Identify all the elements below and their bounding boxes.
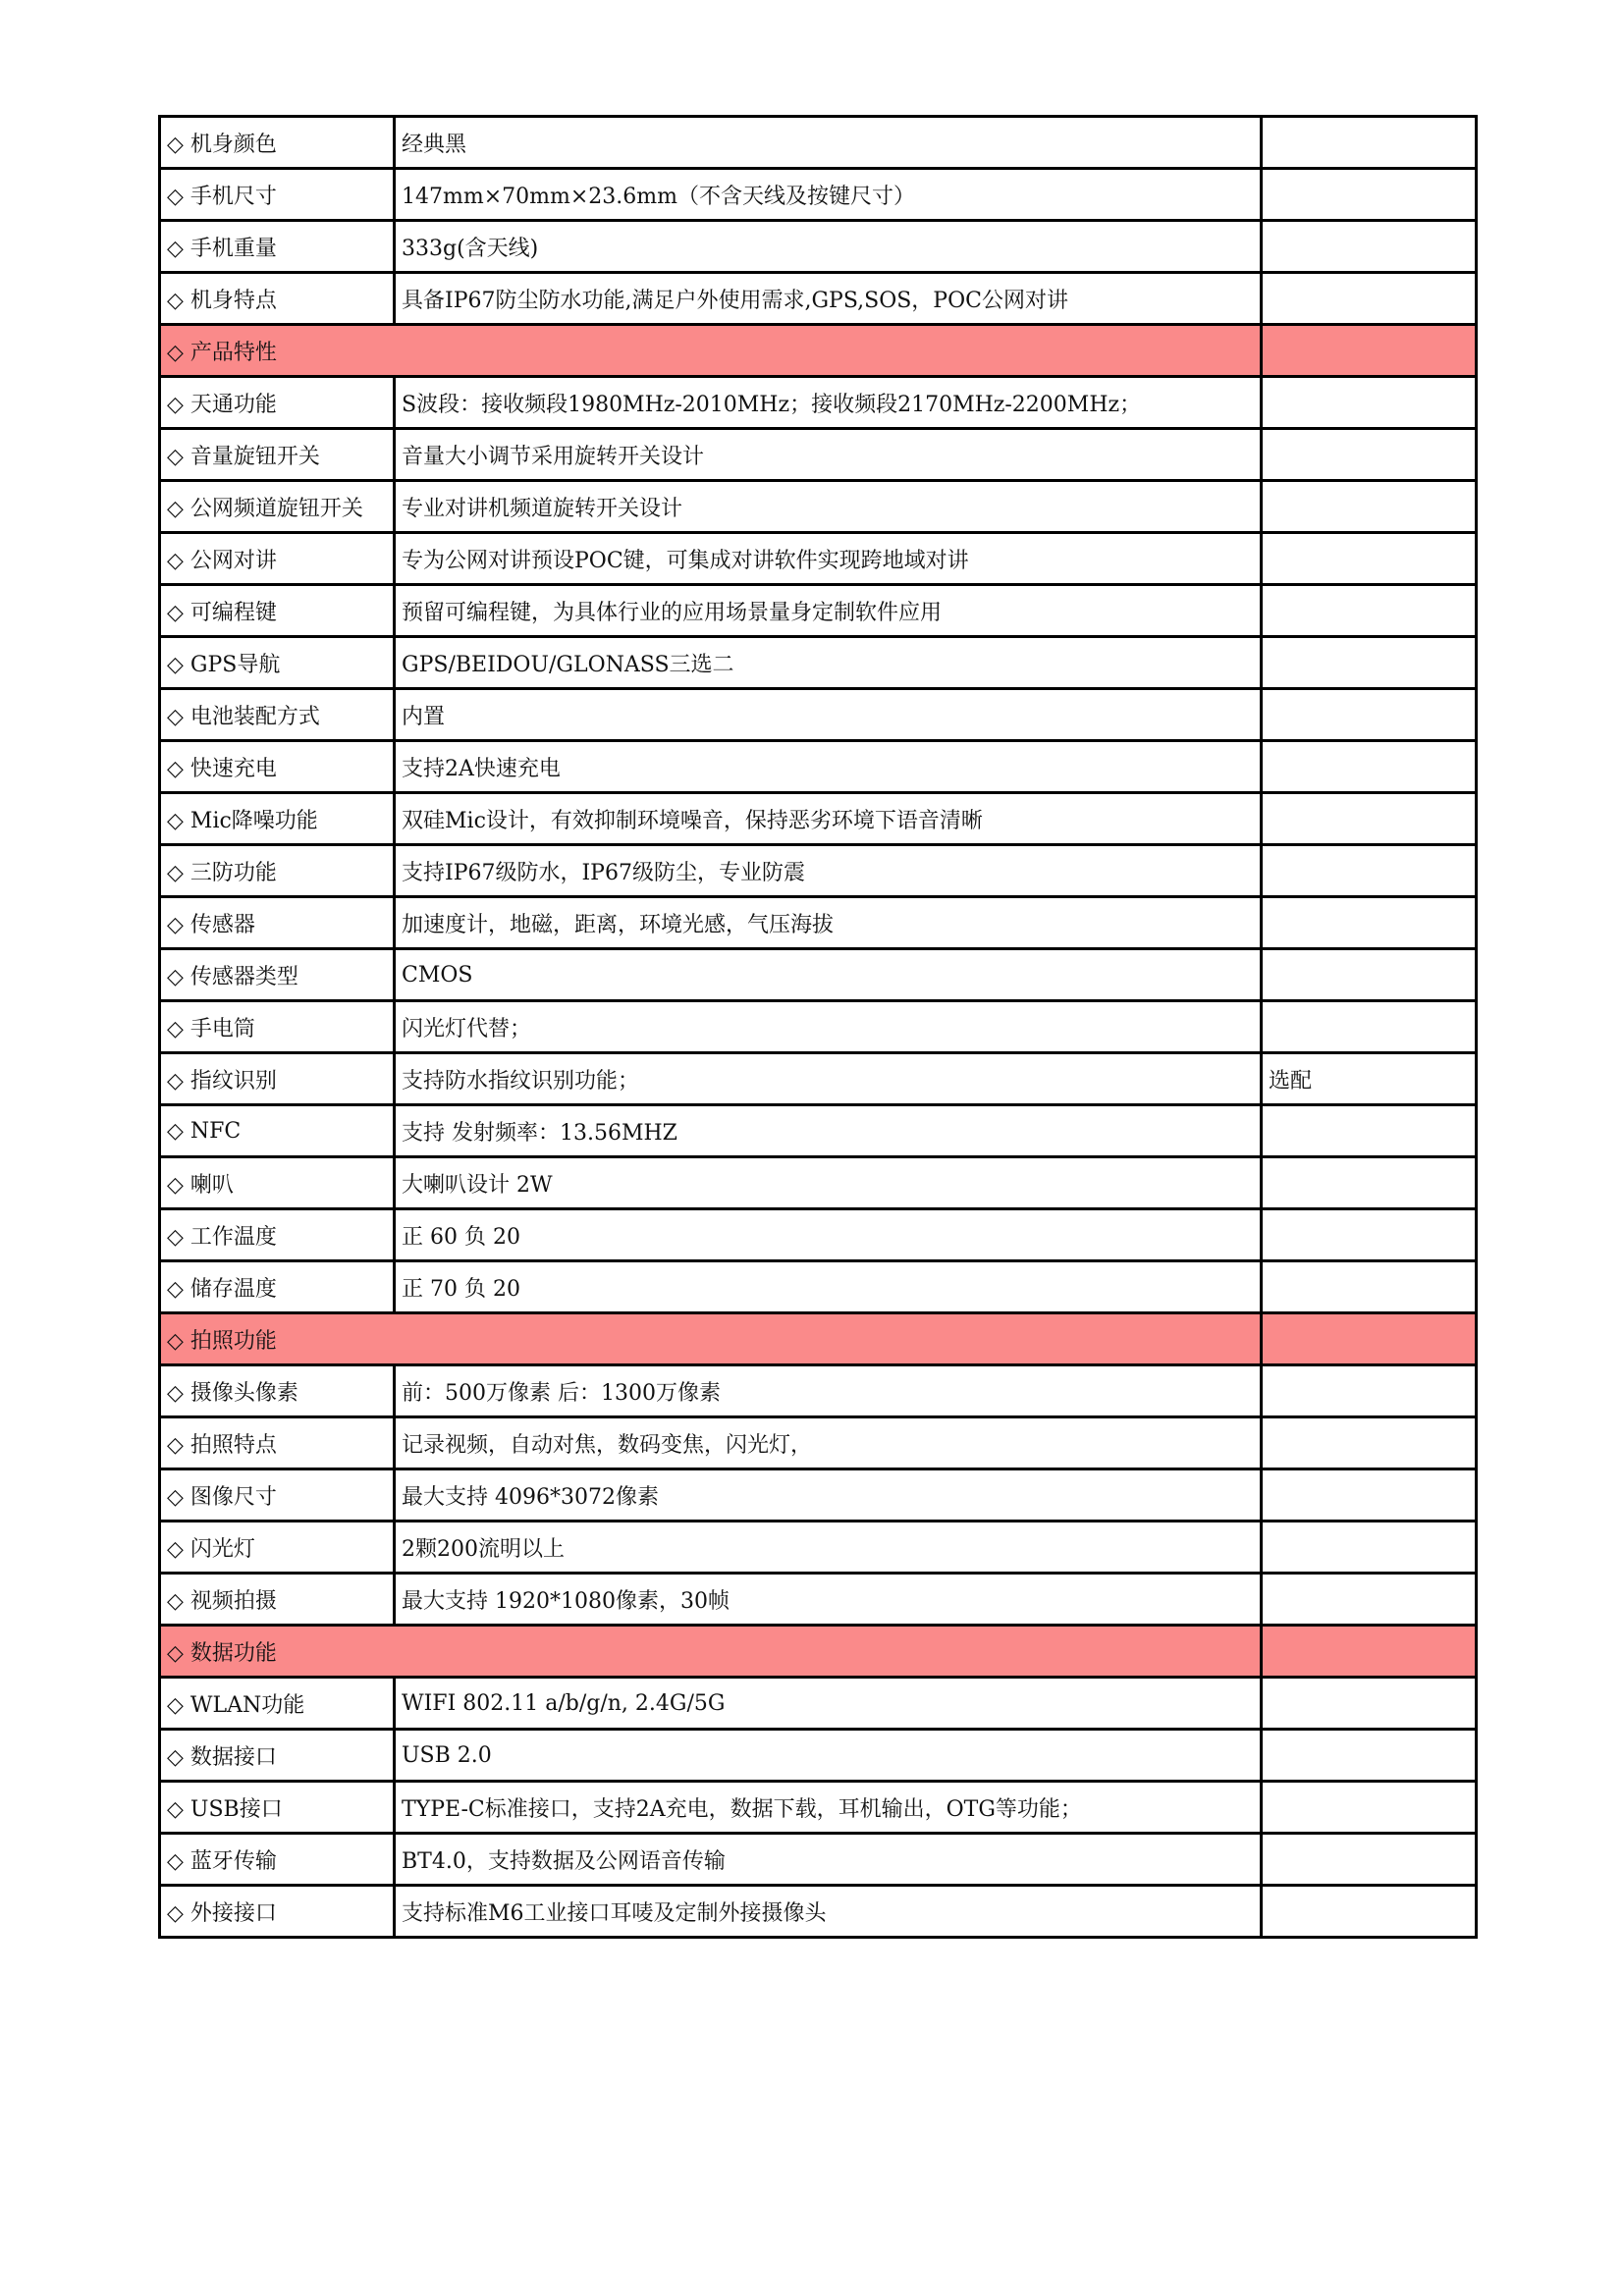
spec-name-cell: ◇ 闪光灯	[160, 1522, 395, 1574]
spec-row	[160, 897, 1477, 949]
spec-value-cell: 最大支持 1920*1080像素，30帧	[395, 1574, 1262, 1626]
spec-name-cell: ◇ 视频拍摄	[160, 1574, 395, 1626]
spec-row	[160, 1886, 1477, 1938]
spec-row	[160, 1365, 1477, 1417]
spec-row	[160, 533, 1477, 585]
note-cell	[1262, 1886, 1477, 1938]
note-cell	[1262, 169, 1477, 221]
spec-name-cell: ◇ 摄像头像素	[160, 1365, 395, 1417]
note-cell	[1262, 1313, 1477, 1365]
spec-value-cell: 音量大小调节采用旋转开关设计	[395, 429, 1262, 481]
spec-row	[160, 1678, 1477, 1730]
spec-name-cell: ◇ 手机重量	[160, 221, 395, 273]
spec-name-cell: ◇ USB接口	[160, 1782, 395, 1834]
spec-value-cell: 2颗200流明以上	[395, 1522, 1262, 1574]
spec-name-cell: ◇ 机身特点	[160, 273, 395, 325]
note-cell	[1262, 1730, 1477, 1782]
spec-value-cell: S波段：接收频段1980MHz-2010MHz；接收频段2170MHz-2200MHz；	[395, 377, 1262, 429]
spec-value-cell: TYPE-C标准接口，支持2A充电，数据下载，耳机输出，OTG等功能；	[395, 1782, 1262, 1834]
spec-row	[160, 273, 1477, 325]
spec-value-cell: 333g(含天线)	[395, 221, 1262, 273]
spec-row	[160, 845, 1477, 897]
spec-name-cell: ◇ 传感器类型	[160, 949, 395, 1001]
spec-value-cell: USB 2.0	[395, 1730, 1262, 1782]
spec-row	[160, 1730, 1477, 1782]
spec-table-body	[160, 117, 1477, 1938]
section-title: ◇ 产品特性	[160, 325, 1262, 377]
spec-table	[158, 115, 1478, 1939]
spec-value-cell: 具备IP67防尘防水功能,满足户外使用需求,GPS,SOS，POC公网对讲	[395, 273, 1262, 325]
spec-name-cell: ◇ 工作温度	[160, 1209, 395, 1261]
spec-row	[160, 1574, 1477, 1626]
spec-row	[160, 1522, 1477, 1574]
note-cell	[1262, 585, 1477, 637]
spec-row	[160, 1417, 1477, 1469]
spec-name-cell: ◇ 外接接口	[160, 1886, 395, 1938]
spec-row	[160, 793, 1477, 845]
note-cell	[1262, 429, 1477, 481]
note-cell	[1262, 1626, 1477, 1678]
note-cell	[1262, 1782, 1477, 1834]
note-cell	[1262, 325, 1477, 377]
spec-name-cell: ◇ 快速充电	[160, 741, 395, 793]
note-cell	[1262, 1001, 1477, 1053]
spec-name-cell: ◇ 拍照特点	[160, 1417, 395, 1469]
note-cell	[1262, 377, 1477, 429]
note-cell	[1262, 1469, 1477, 1522]
spec-value-cell: WIFI 802.11 a/b/g/n, 2.4G/5G	[395, 1678, 1262, 1730]
note-cell	[1262, 1834, 1477, 1886]
spec-name-cell: ◇ 指纹识别	[160, 1053, 395, 1105]
spec-value-cell: 记录视频，自动对焦，数码变焦，闪光灯，	[395, 1417, 1262, 1469]
spec-row	[160, 169, 1477, 221]
note-cell	[1262, 1261, 1477, 1313]
spec-value-cell: 专业对讲机频道旋转开关设计	[395, 481, 1262, 533]
note-cell	[1262, 1209, 1477, 1261]
spec-name-cell: ◇ 机身颜色	[160, 117, 395, 169]
spec-value-cell: 支持IP67级防水，IP67级防尘，专业防震	[395, 845, 1262, 897]
note-cell	[1262, 1417, 1477, 1469]
spec-row	[160, 1209, 1477, 1261]
note-cell	[1262, 637, 1477, 689]
note-cell	[1262, 1574, 1477, 1626]
note-cell	[1262, 949, 1477, 1001]
spec-value-cell: 双硅Mic设计，有效抑制环境噪音，保持恶劣环境下语音清晰	[395, 793, 1262, 845]
spec-name-cell: ◇ 传感器	[160, 897, 395, 949]
spec-row	[160, 481, 1477, 533]
spec-row	[160, 1261, 1477, 1313]
spec-value-cell: 支持标准M6工业接口耳唛及定制外接摄像头	[395, 1886, 1262, 1938]
note-cell	[1262, 1678, 1477, 1730]
spec-name-cell: ◇ Mic降噪功能	[160, 793, 395, 845]
spec-row	[160, 585, 1477, 637]
spec-row	[160, 429, 1477, 481]
spec-value-cell: 支持防水指纹识别功能；	[395, 1053, 1262, 1105]
note-cell	[1262, 117, 1477, 169]
spec-name-cell: ◇ 音量旋钮开关	[160, 429, 395, 481]
spec-name-cell: ◇ 储存温度	[160, 1261, 395, 1313]
note-cell	[1262, 1522, 1477, 1574]
spec-row	[160, 741, 1477, 793]
note-cell	[1262, 741, 1477, 793]
spec-name-cell: ◇ 天通功能	[160, 377, 395, 429]
spec-name-cell: ◇ 三防功能	[160, 845, 395, 897]
spec-value-cell: 正 60 负 20	[395, 1209, 1262, 1261]
spec-value-cell: 147mm×70mm×23.6mm（不含天线及按键尺寸）	[395, 169, 1262, 221]
spec-value-cell: GPS/BEIDOU/GLONASS三选二	[395, 637, 1262, 689]
spec-row	[160, 221, 1477, 273]
section-title: ◇ 拍照功能	[160, 1313, 1262, 1365]
spec-value-cell: 前：500万像素 后：1300万像素	[395, 1365, 1262, 1417]
spec-name-cell: ◇ 手电筒	[160, 1001, 395, 1053]
spec-value-cell: 支持 发射频率：13.56MHZ	[395, 1105, 1262, 1157]
spec-row	[160, 1834, 1477, 1886]
spec-value-cell: 加速度计，地磁，距离，环境光感，气压海拔	[395, 897, 1262, 949]
spec-row	[160, 1469, 1477, 1522]
note-cell	[1262, 793, 1477, 845]
spec-value-cell: 大喇叭设计 2W	[395, 1157, 1262, 1209]
spec-row	[160, 117, 1477, 169]
spec-value-cell: CMOS	[395, 949, 1262, 1001]
spec-name-cell: ◇ 公网频道旋钮开关	[160, 481, 395, 533]
spec-row	[160, 949, 1477, 1001]
spec-name-cell: ◇ 喇叭	[160, 1157, 395, 1209]
spec-name-cell: ◇ 蓝牙传输	[160, 1834, 395, 1886]
note-cell	[1262, 845, 1477, 897]
section-header-row	[160, 1626, 1477, 1678]
spec-value-cell: 经典黑	[395, 117, 1262, 169]
spec-row	[160, 1053, 1477, 1105]
note-cell	[1262, 273, 1477, 325]
spec-name-cell: ◇ NFC	[160, 1105, 395, 1157]
spec-name-cell: ◇ 手机尺寸	[160, 169, 395, 221]
spec-value-cell: 正 70 负 20	[395, 1261, 1262, 1313]
spec-name-cell: ◇ 数据接口	[160, 1730, 395, 1782]
spec-value-cell: 预留可编程键，为具体行业的应用场景量身定制软件应用	[395, 585, 1262, 637]
spec-value-cell: 闪光灯代替；	[395, 1001, 1262, 1053]
note-cell	[1262, 1157, 1477, 1209]
spec-row	[160, 1105, 1477, 1157]
spec-name-cell: ◇ WLAN功能	[160, 1678, 395, 1730]
spec-name-cell: ◇ 图像尺寸	[160, 1469, 395, 1522]
note-cell	[1262, 1365, 1477, 1417]
spec-name-cell: ◇ 公网对讲	[160, 533, 395, 585]
section-header-row	[160, 1313, 1477, 1365]
spec-value-cell: 专为公网对讲预设POC键，可集成对讲软件实现跨地域对讲	[395, 533, 1262, 585]
spec-value-cell: BT4.0，支持数据及公网语音传输	[395, 1834, 1262, 1886]
spec-row	[160, 377, 1477, 429]
note-cell	[1262, 897, 1477, 949]
spec-row	[160, 1157, 1477, 1209]
note-cell	[1262, 689, 1477, 741]
note-cell: 选配	[1262, 1053, 1477, 1105]
spec-name-cell: ◇ GPS导航	[160, 637, 395, 689]
spec-row	[160, 637, 1477, 689]
section-header-row	[160, 325, 1477, 377]
spec-name-cell: ◇ 电池装配方式	[160, 689, 395, 741]
spec-row	[160, 689, 1477, 741]
note-cell	[1262, 1105, 1477, 1157]
note-cell	[1262, 533, 1477, 585]
note-cell	[1262, 221, 1477, 273]
spec-name-cell: ◇ 可编程键	[160, 585, 395, 637]
spec-row	[160, 1001, 1477, 1053]
section-title: ◇ 数据功能	[160, 1626, 1262, 1678]
spec-row	[160, 1782, 1477, 1834]
spec-value-cell: 最大支持 4096*3072像素	[395, 1469, 1262, 1522]
note-cell	[1262, 481, 1477, 533]
spec-value-cell: 内置	[395, 689, 1262, 741]
spec-value-cell: 支持2A快速充电	[395, 741, 1262, 793]
